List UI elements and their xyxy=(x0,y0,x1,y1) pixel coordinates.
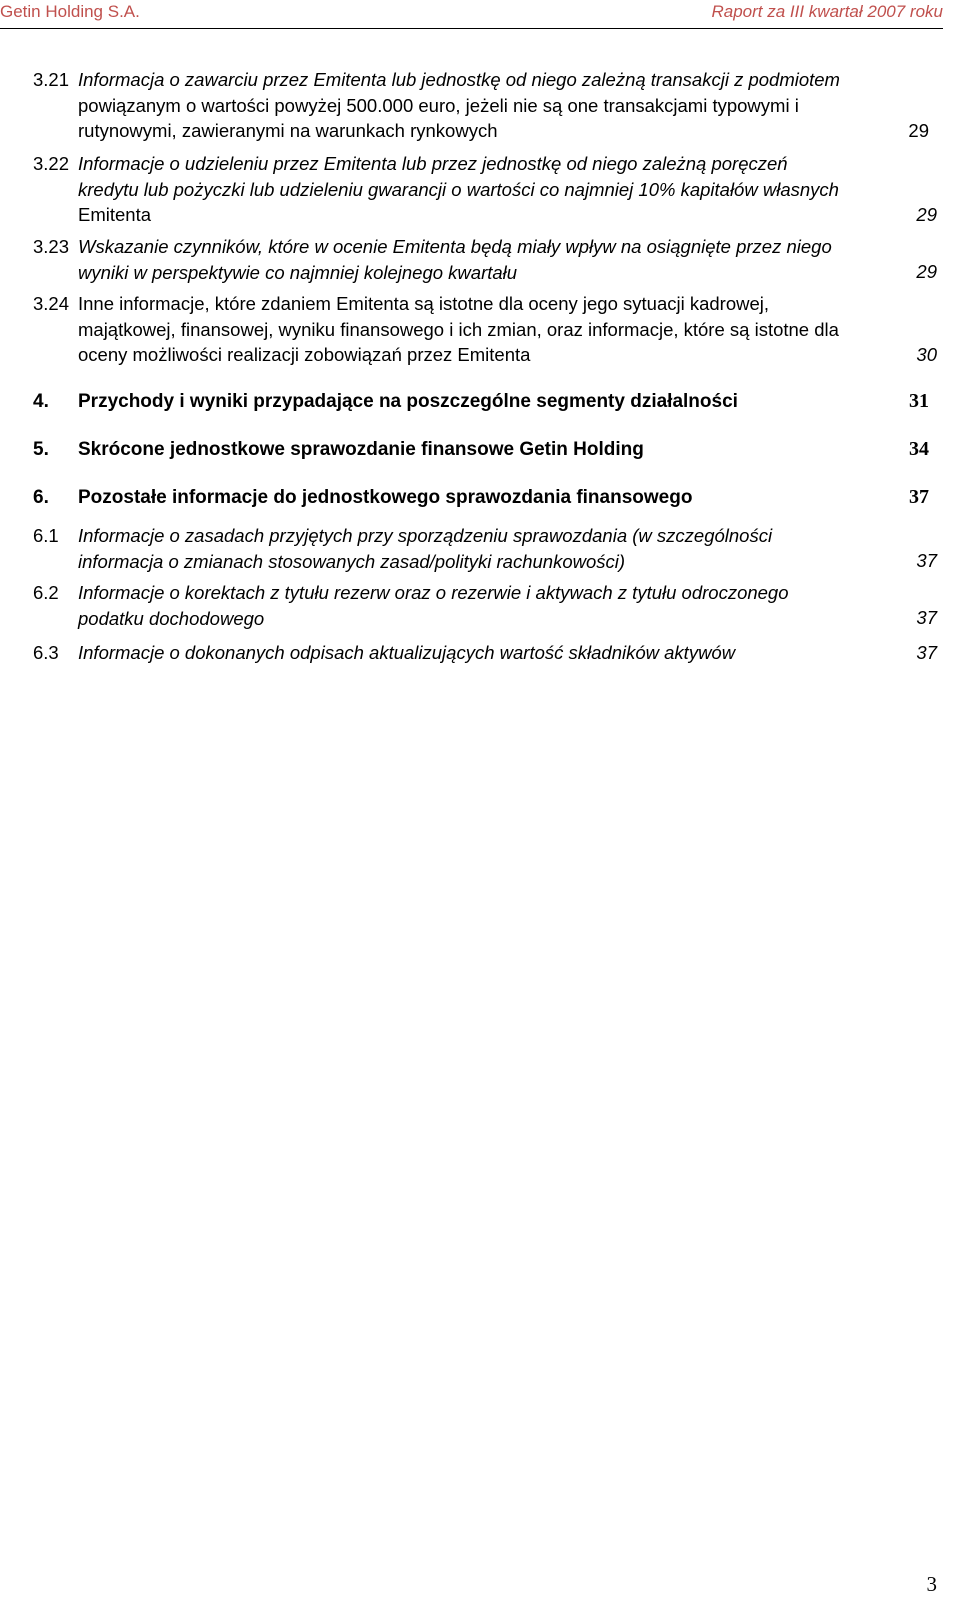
toc-entry-title: Informacje o korektach z tytułu rezerw oraz o rezerwie i aktywach z tytułu odroczonego podatku dochodowego xyxy=(78,582,789,629)
toc-entry-number: 3.22 xyxy=(33,153,70,174)
toc-entry-title: Informacje o zasadach przyjętych przy sporządzeniu sprawozdania (w szczególności informacja o zmianach stosowanych zasad/polityki rachunkowości) xyxy=(78,525,773,572)
toc-section-title: Pozostałe informacje do jednostkowego sprawozdania finansowego xyxy=(78,487,693,508)
toc-section-title: Przychody i wyniki przypadające na poszczególne segmenty działalności xyxy=(78,391,738,412)
toc-entry-page: 29 xyxy=(916,204,937,225)
toc-entry-3-22[interactable] xyxy=(33,151,937,228)
toc-section-6[interactable] xyxy=(33,485,937,511)
toc-entry-number: 3.24 xyxy=(33,293,70,314)
toc-section-number: 4. xyxy=(33,391,49,412)
toc-entry-page: 37 xyxy=(916,607,937,628)
toc-entry-number: 6.1 xyxy=(33,525,59,546)
toc-section-4[interactable] xyxy=(33,389,937,415)
toc-section-5[interactable] xyxy=(33,437,937,463)
toc-section-page: 31 xyxy=(909,390,929,412)
toc-section-number: 5. xyxy=(33,439,49,460)
toc-entry-title: Informacje o dokonanych odpisach aktualizujących wartość składników aktywów xyxy=(78,642,736,663)
toc-section-number: 6. xyxy=(33,487,49,508)
toc-entry-page: 37 xyxy=(916,550,937,571)
toc-section-page: 37 xyxy=(909,486,929,508)
toc-entry-3-21[interactable] xyxy=(33,67,937,144)
toc-entry-6-1[interactable] xyxy=(33,523,937,574)
toc-entry-6-2[interactable] xyxy=(33,580,937,631)
toc-entry-page: 29 xyxy=(916,261,937,282)
toc-entry-3-23[interactable] xyxy=(33,234,937,285)
toc-entry-page: 30 xyxy=(916,344,937,365)
toc-entry-title: Informacje o udzieleniu przez Emitenta lub przez jednostkę od niego zależną poręczeń kredytu lub pożyczki lub udzieleniu gwarancji o wartości co najmniej 10% kapitałów własnych Emitenta xyxy=(78,153,839,225)
toc-section-page: 34 xyxy=(909,438,929,460)
header-company: Getin Holding S.A. xyxy=(0,2,140,21)
toc-entry-6-3[interactable] xyxy=(33,640,937,666)
toc-entry-number: 6.2 xyxy=(33,582,59,603)
toc-section-title: Skrócone jednostkowe sprawozdanie finansowe Getin Holding xyxy=(78,439,644,460)
page-number: 3 xyxy=(926,1572,937,1596)
toc-entry-title: Inne informacje, które zdaniem Emitenta są istotne dla oceny jego sytuacji kadrowej, majątkowej, finansowej, wyniku finansowego i ich zmian, oraz informacje, które są istotne dla oceny możliwości realizacji zobowiązań przez Emitenta xyxy=(78,293,839,365)
toc-entry-number: 6.3 xyxy=(33,642,59,663)
toc-entry-page: 29 xyxy=(908,120,929,141)
toc-entry-title: Wskazanie czynników, które w ocenie Emitenta będą miały wpływ na osiągnięte przez niego wyniki w perspektywie co najmniej kolejnego kwartału xyxy=(78,236,832,283)
toc-entry-title: Informacja o zawarciu przez Emitenta lub jednostkę od niego zależną transakcji z podmiotem powiązanym o wartości powyżej 500.000 euro, jeżeli nie są one transakcjami typowymi i rutynowymi, zawieranymi na warunkach rynkowych xyxy=(78,69,840,141)
toc-entry-page: 37 xyxy=(916,642,937,663)
toc-entry-number: 3.21 xyxy=(33,69,70,90)
header-rule xyxy=(0,28,943,29)
toc-entry-3-24[interactable] xyxy=(33,291,937,368)
header-report-title: Raport za III kwartał 2007 roku xyxy=(711,2,943,21)
toc-entry-number: 3.23 xyxy=(33,236,70,257)
